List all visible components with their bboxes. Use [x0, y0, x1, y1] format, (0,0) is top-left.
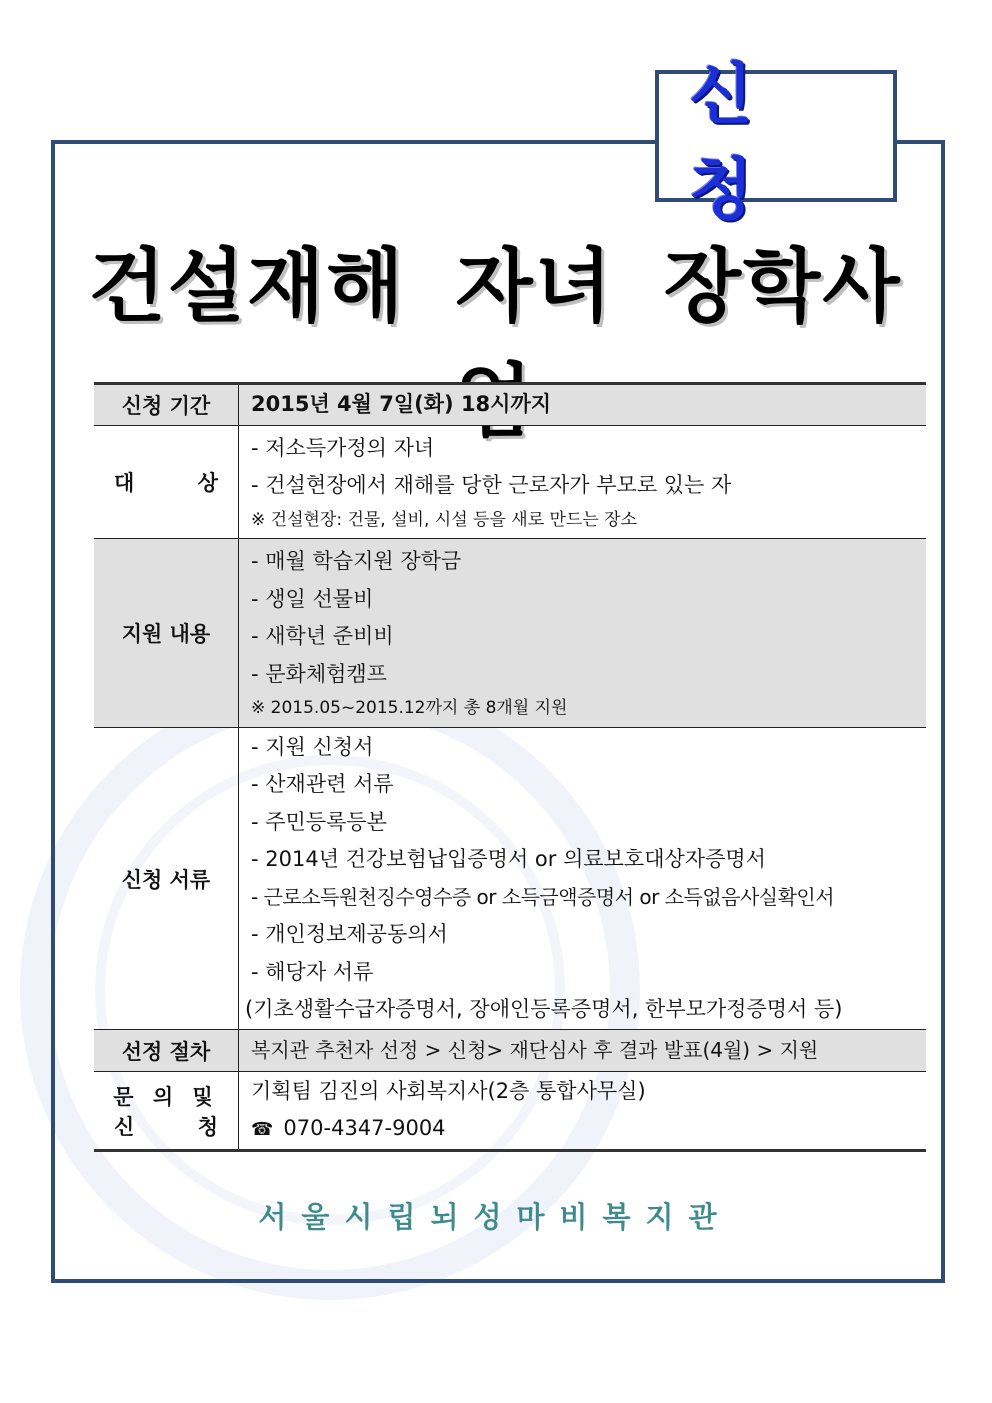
organization-name: 서울시립뇌성마비복지관	[258, 1200, 732, 1234]
label-contact-line1: 문 의 및	[113, 1084, 219, 1109]
label-contact	[94, 1072, 239, 1151]
row-period	[94, 384, 926, 426]
list-item: - 해당자 서류	[251, 959, 374, 984]
row-procedure	[94, 1030, 926, 1072]
contact-person: 기획팀 김진의 사회복지사(2층 통합사무실)	[251, 1078, 646, 1103]
value-target	[239, 426, 927, 539]
phone-icon: ☎	[251, 1119, 274, 1140]
list-item: - 저소득가정의 자녀	[251, 435, 435, 460]
label-period: 신청 기간	[94, 384, 239, 426]
label-procedure: 선정 절차	[94, 1030, 239, 1072]
list-item: (기초생활수급자증명서, 장애인등록증명서, 한부모가정증명서 등)	[245, 997, 843, 1021]
contact-phone: 070-4347-9004	[283, 1116, 446, 1140]
contact-phone-line	[251, 1110, 926, 1149]
list-item: - 생일 선물비	[251, 586, 374, 611]
apply-stamp-text: 신 청	[689, 56, 783, 228]
list-item: - 지원 신청서	[251, 734, 374, 759]
value-support	[239, 539, 927, 728]
row-documents	[94, 728, 926, 1030]
target-note: ※ 건설현장: 건물, 설비, 시설 등을 새로 만드는 장소	[251, 509, 638, 530]
row-support	[94, 539, 926, 728]
row-contact	[94, 1072, 926, 1151]
row-target	[94, 426, 926, 539]
list-item: - 매월 학습지원 장학금	[251, 549, 462, 573]
list-item: - 문화체험캠프	[251, 661, 387, 686]
list-item: - 근로소득원천징수영수증 or 소득금액증명서 or 소득없음사실확인서	[251, 884, 835, 909]
label-contact-line2: 신 청	[114, 1114, 218, 1139]
page-title: 건설재해 자녀 장학사	[88, 240, 902, 333]
list-item: - 새학년 준비비	[251, 624, 394, 648]
support-note: ※ 2015.05~2015.12까지 총 8개월 지원	[251, 698, 568, 718]
value-period: 2015년 4월 7일(화) 18시까지	[239, 384, 927, 426]
list-item: - 산재관련 서류	[251, 772, 394, 796]
apply-stamp-box	[655, 56, 897, 228]
info-table	[94, 382, 926, 1152]
value-procedure: 복지관 추천자 선정 > 신청> 재단심사 후 결과 발표(4월) > 지원	[239, 1030, 927, 1072]
list-item: - 건설현장에서 재해를 당한 근로자가 부모로 있는 자	[251, 473, 732, 497]
list-item: - 개인정보제공동의서	[251, 922, 448, 946]
value-contact	[239, 1072, 927, 1151]
value-documents	[239, 728, 927, 1030]
list-item: - 2014년 건강보험납입증명서 or 의료보호대상자증명서	[251, 847, 766, 871]
list-item: - 주민등록등본	[251, 809, 387, 834]
label-documents: 신청 서류	[94, 728, 239, 1030]
label-support: 지원 내용	[94, 539, 239, 728]
label-target: 대 상	[94, 426, 239, 539]
